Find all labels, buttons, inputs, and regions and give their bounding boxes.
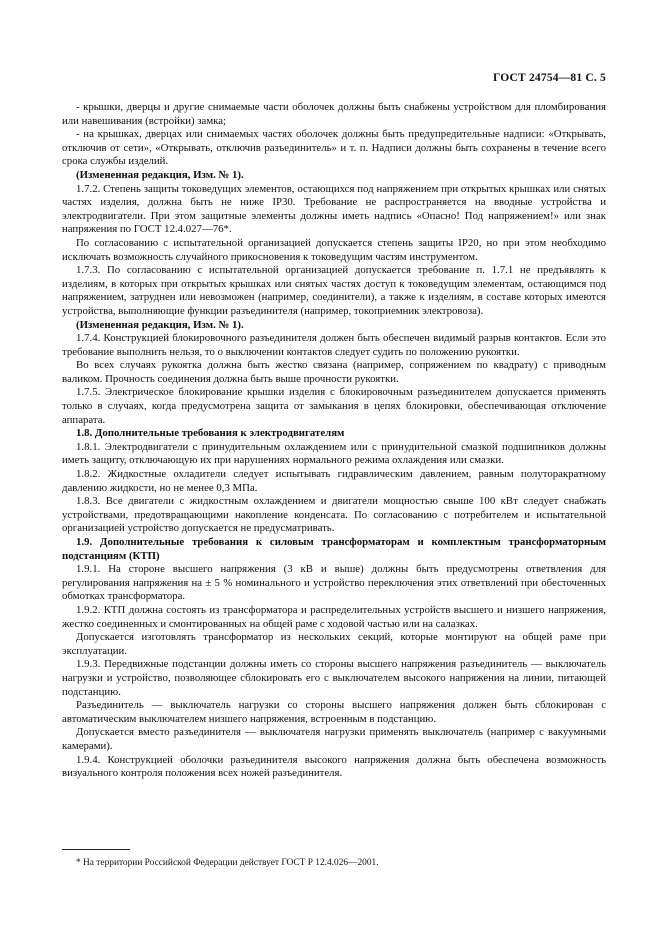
paragraph: 1.7.3. По согласованию с испытательной организацией допускается требование п. 1.7.1 не предъявлять к изделиям, в которых при открытых крышках или снятых частях доступ к токоведущим элементам, остающимся под напряжением, затруднен или невозможен (например, соединители), а также к изделиям, в составе которых имеются устройства, выполняющие функции разъединителя (например, токоприемник электровоза). (62, 264, 606, 317)
footnote: * На территории Российской Федерации действует ГОСТ Р 12.4.026—2001. (76, 858, 379, 868)
paragraph: 1.9.3. Передвижные подстанции должны иметь со стороны высшего напряжения разъединитель — выключатель нагрузки и устройство, позволяющее сблокировать его с выключателем высокого напряжения на линии, питающей подстанцию. (62, 658, 606, 698)
footnote-divider (62, 849, 130, 850)
paragraph: По согласованию с испытательной организацией допускается степень защиты IP20, но при этом необходимо исключать возможность случайного прикосновения к токоведущим частям инструментом. (62, 236, 606, 263)
paragraph: Допускается вместо разъединителя — выключателя нагрузки применять выключатель (например с вакуумными камерами). (62, 726, 606, 752)
paragraph: 1.8.2. Жидкостные охладители следует испытывать гидравлическим давлением, равным полуторакратному давлению жидкости, но не менее 0,3 МПа. (62, 468, 606, 494)
page-header: ГОСТ 24754—81 С. 5 (493, 72, 606, 84)
paragraph: Во всех случаях рукоятка должна быть жестко связана (например, сопряжением по квадрату) с приводным валиком. Прочность соединения должна быть выше прочности рукоятки. (62, 359, 606, 385)
paragraph: - крышки, дверцы и другие снимаемые части оболочек должны быть снабжены устройством для пломбирования или навешивания (встройки) замка; (62, 101, 606, 127)
section-heading: 1.9. Дополнительные требования к силовым трансформаторам и комплектным трансформаторным подстанциям (КТП) (62, 536, 606, 562)
paragraph: Допускается изготовлять трансформатор из нескольких секций, которые монтируют на общей раме при эксплуатации. (62, 631, 606, 657)
edition-note: (Измененная редакция, Изм. № 1). (76, 168, 244, 181)
paragraph: 1.8.3. Все двигатели с жидкостным охлаждением и двигатели мощностью свыше 100 кВт следует снабжать устройствами, предотвращающими накопление конденсата. По согласованию с потребителем и испытательной организацией устройство допускается не предусматривать. (62, 495, 606, 535)
edition-note: (Измененная редакция, Изм. № 1). (76, 318, 244, 331)
paragraph: 1.9.1. На стороне высшего напряжения (3 кВ и выше) должны быть предусмотрены ответвления для регулирования напряжения на ± 5 % номинального и устройство переключения этих ответвлений при обесточенных обмотках трансформатора. (62, 563, 606, 603)
paragraph: 1.8.1. Электродвигатели с принудительным охлаждением или с принудительной смазкой подшипников должны иметь защиту, отключающую их при нарушениях нормального режима охлаждения или смазки. (62, 440, 606, 467)
paragraph: Разъединитель — выключатель нагрузки со стороны высшего напряжения должен быть сблокирован с автоматическим выключателем низшего напряжения, встроенным в подстанцию. (62, 699, 606, 725)
paragraph: - на крышках, дверцах или снимаемых частях оболочек должны быть предупредительные надписи: «Открывать, отключив от сети», «Открывать, отключив разъединитель» и т. п. Надписи должны быть сохранены в течение всего срока службы изделий. (62, 128, 606, 168)
paragraph: 1.7.5. Электрическое блокирование крышки изделия с блокировочным разъединителем допускается применять только в случаях, когда предусмотрена защита от замыкания в цепях блокировки, обеспечивающая отключение аппарата. (62, 386, 606, 426)
section-heading: 1.8. Дополнительные требования к электродвигателям (76, 427, 345, 440)
paragraph: 1.9.2. КТП должна состоять из трансформатора и распределительных устройств высшего и низшего напряжения, жестко соединенных и смонтированных на общей раме с ходовой частью или на салазках. (62, 603, 606, 630)
paragraph: 1.7.4. Конструкцией блокировочного разъединителя должен быть обеспечен видимый разрыв контактов. Если это требование выполнить нельзя, то о выключении контактов следует судить по положению рукоятки. (62, 332, 606, 358)
paragraph: 1.7.2. Степень защиты токоведущих элементов, остающихся под напряжением при открытых крышках или снятых частях изделия, должна быть не ниже IP30. Требование не распространяется на вводные устройства и электродвигатели. При этом защитные элементы должны иметь надпись «Опасно! Под напряжением!» или знак напряжения по ГОСТ 12.4.027—76*. (62, 182, 606, 236)
paragraph: 1.9.4. Конструкцией оболочки разъединителя высокого напряжения должна быть обеспечена возможность визуального контроля положения всех ножей разъединителя. (62, 753, 606, 780)
document-body (62, 101, 606, 781)
